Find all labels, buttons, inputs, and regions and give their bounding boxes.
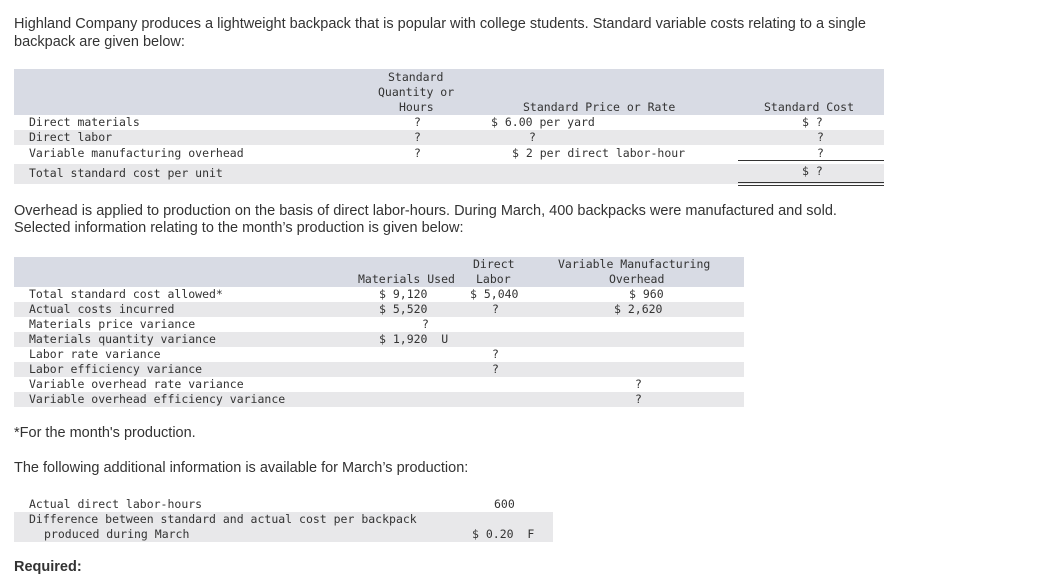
table1-total-cost: $ ? — [802, 164, 823, 178]
table3-row2-label-2: produced during March — [44, 527, 190, 541]
subtotal-rule — [738, 160, 884, 161]
table1-row-band — [14, 130, 884, 145]
table2-materials-cell: $ 1,920 U — [379, 332, 449, 346]
table2-row-label: Variable overhead efficiency variance — [29, 392, 286, 406]
overhead-note-line-2: Selected information relating to the month’s production is given below: — [14, 220, 464, 236]
table1-row-price: $ 6.00 per yard — [491, 115, 595, 129]
total-double-rule-top — [738, 182, 884, 183]
overhead-note-line-1: Overhead is applied to production on the basis of direct labor-hours. During March, 400 backpacks were manufactured and sold. — [14, 203, 837, 219]
table2-row-label: Materials quantity variance — [29, 332, 216, 346]
table2-labor-cell: ? — [492, 302, 499, 316]
table2-materials-cell: $ 9,120 — [379, 287, 428, 301]
table1-row-label: Variable manufacturing overhead — [29, 146, 244, 160]
table2-labor-cell: ? — [492, 347, 499, 361]
table1-row-cost: ? — [817, 146, 824, 160]
table2-overhead-cell: $ 2,620 — [614, 302, 663, 316]
intro-line-2: backpack are given below: — [14, 34, 185, 50]
table1-total-label: Total standard cost per unit — [29, 166, 223, 180]
table2-header-overhead-1: Variable Manufacturing — [558, 257, 711, 271]
table2-header-labor-2: Labor — [476, 272, 511, 286]
footnote: *For the month's production. — [14, 425, 196, 441]
table1-row-label: Direct materials — [29, 115, 140, 129]
table1-header-qty-1: Standard — [388, 70, 444, 84]
table1-row-price: ? — [529, 130, 536, 144]
table2-row-label: Labor efficiency variance — [29, 362, 203, 376]
table2-row-label: Labor rate variance — [29, 347, 161, 361]
table2-materials-cell: ? — [422, 317, 429, 331]
table2-materials-cell: $ 5,520 — [379, 302, 428, 316]
table1-header-cost: Standard Cost — [764, 100, 855, 114]
intro-line-1: Highland Company produces a lightweight backpack that is popular with college students. Standard variable costs relating to a single — [14, 16, 866, 32]
table2-overhead-cell: ? — [635, 377, 642, 391]
table2-labor-cell: $ 5,040 — [470, 287, 519, 301]
table1-row-qty: ? — [414, 130, 421, 144]
total-double-rule-bottom — [738, 185, 884, 186]
table2-row-label: Materials price variance — [29, 317, 196, 331]
table3-row2-label-1: Difference between standard and actual cost per backpack — [29, 512, 417, 526]
table2-header-overhead-2: Overhead — [609, 272, 665, 286]
table1-row-cost: $ ? — [802, 115, 823, 129]
table1-row-price: $ 2 per direct labor-hour — [512, 146, 686, 160]
table3-row1-value: 600 — [494, 497, 515, 511]
table1-header-qty-2: Quantity or — [378, 85, 455, 99]
table1-row-qty: ? — [414, 115, 421, 129]
table2-row-label: Actual costs incurred — [29, 302, 175, 316]
table1-row-qty: ? — [414, 146, 421, 160]
table1-header-price: Standard Price or Rate — [523, 100, 676, 114]
table2-row-label: Total standard cost allowed* — [29, 287, 223, 301]
table2-header-materials: Materials Used — [358, 272, 455, 286]
table1-header-qty-3: Hours — [399, 100, 434, 114]
table2-overhead-cell: ? — [635, 392, 642, 406]
table1-row-cost: ? — [817, 130, 824, 144]
table3-row2-value: $ 0.20 F — [472, 527, 535, 541]
table2-row-label: Variable overhead rate variance — [29, 377, 244, 391]
required-heading: Required: — [14, 559, 82, 575]
table2-overhead-cell: $ 960 — [629, 287, 664, 301]
additional-info-heading: The following additional information is available for March’s production: — [14, 460, 469, 476]
table2-header-labor-1: Direct — [473, 257, 515, 271]
table3-row1-label: Actual direct labor-hours — [29, 497, 203, 511]
table2-labor-cell: ? — [492, 362, 499, 376]
table1-row-label: Direct labor — [29, 130, 113, 144]
